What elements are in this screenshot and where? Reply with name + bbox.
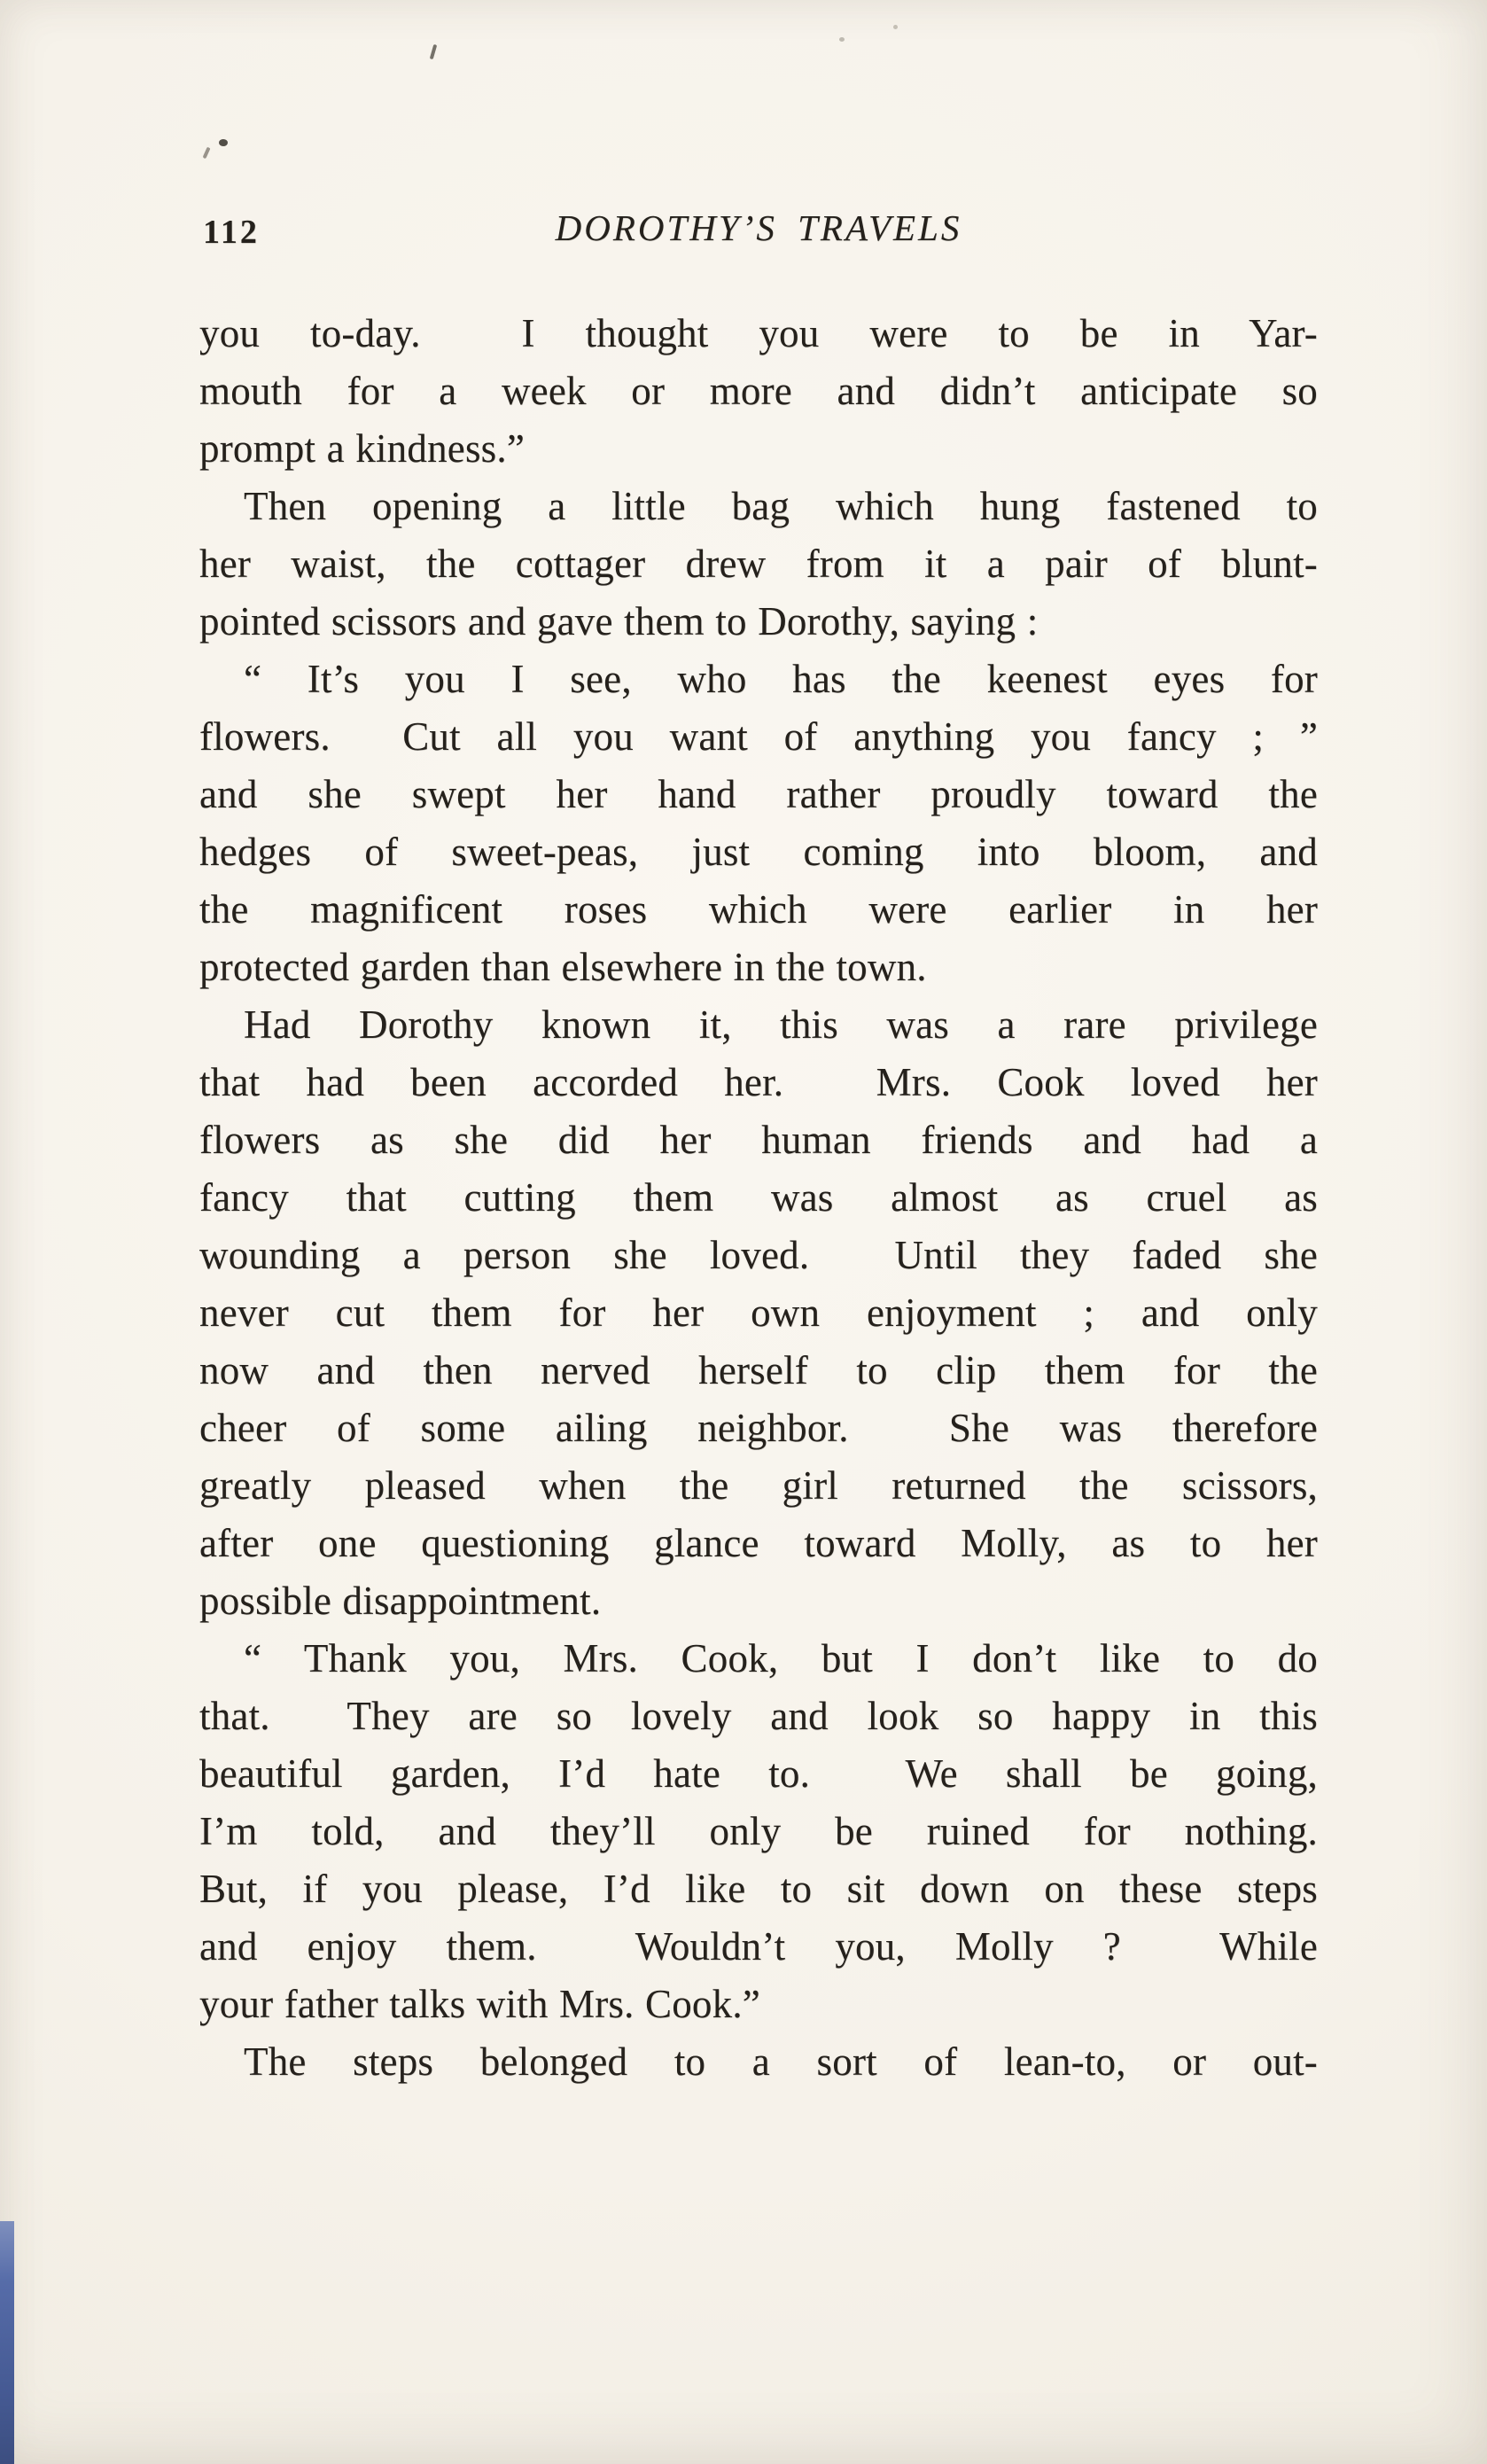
text-line: never cut them for her own enjoyment ; and only [199,1290,1318,1335]
text-line: protected garden than elsewhere in the town. [199,945,927,989]
text-line: Had Dorothy known it, this was a rare privilege [244,1002,1318,1047]
text-line: greatly pleased when the girl returned the scissors, [199,1463,1318,1508]
text-line: wounding a person she loved. Until they faded she [199,1233,1318,1277]
text-line: you to-day. I thought you were to be in Yar- [199,311,1318,355]
text-line: flowers. Cut all you want of anything you fancy ; ” [199,714,1318,759]
text-line: now and then nerved herself to clip them for the [199,1348,1318,1392]
paragraph [199,1630,1318,2033]
paragraph [199,996,1318,1630]
scan-artifact [893,25,898,29]
text-line: prompt a kindness.” [199,426,525,471]
scan-artifact [839,37,845,42]
text-line: pointed scissors and gave them to Dorothy, saying : [199,599,1039,643]
paragraph [199,2033,1318,2091]
scan-artifact [203,147,211,160]
paragraph [199,478,1318,651]
page-number: 112 [203,214,260,251]
text-line: “ Thank you, Mrs. Cook, but I don’t like to do [244,1636,1318,1680]
book-binding-strip [0,2221,14,2464]
text-line: mouth for a week or more and didn’t anticipate so [199,369,1318,413]
text-line: your father talks with Mrs. Cook.” [199,1982,760,2026]
paragraph [199,305,1318,478]
text-line: possible disappointment. [199,1579,602,1623]
page-header [199,207,1318,258]
text-line: I’m told, and they’ll only be ruined for nothing. [199,1809,1318,1853]
text-line: The steps belonged to a sort of lean-to, or out- [244,2039,1318,2084]
text-line: and she swept her hand rather proudly toward the [199,772,1318,816]
text-line: the magnificent roses which were earlier in her [199,887,1318,932]
text-line: her waist, the cottager drew from it a pair of blunt- [199,542,1318,586]
text-line: that had been accorded her. Mrs. Cook loved her [199,1060,1318,1104]
scan-artifact [219,139,228,146]
running-head: DOROTHY’S TRAVELS [555,207,962,248]
text-line: hedges of sweet-peas, just coming into bloom, and [199,830,1318,874]
scan-artifact [430,44,438,59]
text-line: beautiful garden, I’d hate to. We shall be going, [199,1751,1318,1796]
text-line: cheer of some ailing neighbor. She was therefore [199,1406,1318,1450]
text-line: Then opening a little bag which hung fastened to [244,484,1318,528]
paragraph [199,651,1318,996]
text-block [199,305,1318,2091]
text-line: after one questioning glance toward Molly, as to her [199,1521,1318,1565]
text-line: But, if you please, I’d like to sit down on these steps [199,1867,1318,1911]
text-line: that. They are so lovely and look so happy in this [199,1694,1318,1738]
text-line: fancy that cutting them was almost as cruel as [199,1175,1318,1220]
text-line: “ It’s you I see, who has the keenest eyes for [244,657,1318,701]
text-line: and enjoy them. Wouldn’t you, Molly ? While [199,1924,1318,1969]
text-line: flowers as she did her human friends and had a [199,1118,1318,1162]
